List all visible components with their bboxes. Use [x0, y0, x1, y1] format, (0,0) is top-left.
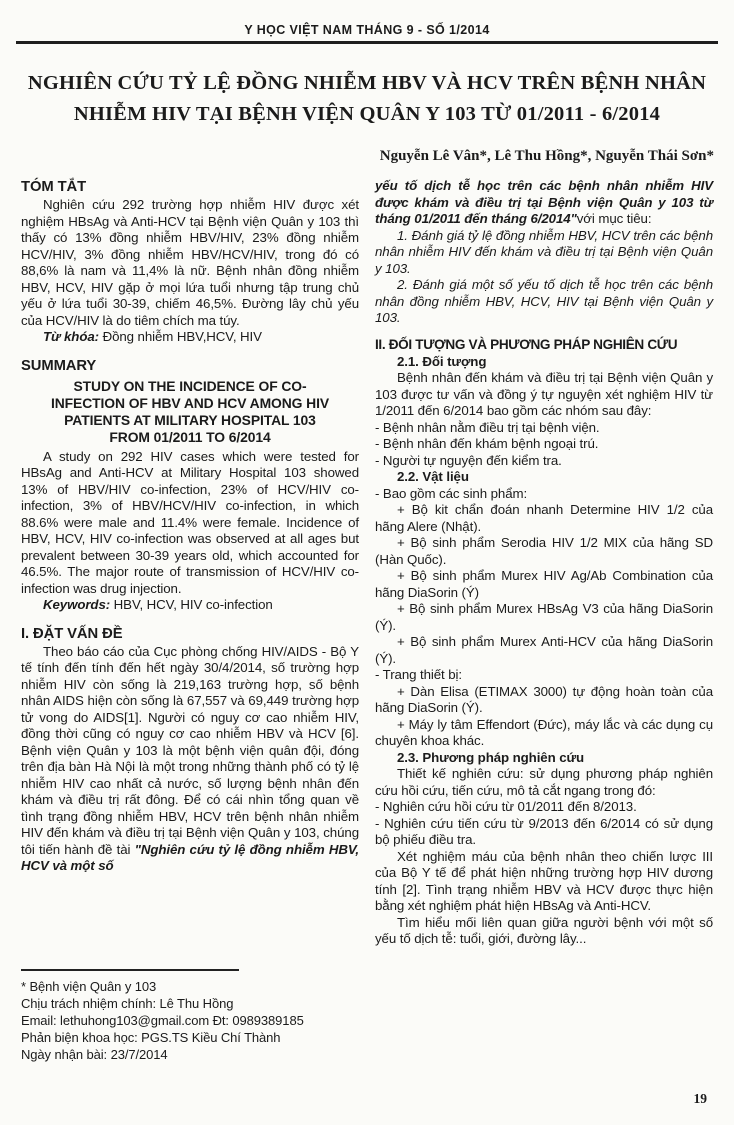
objective-2: 2. Đánh giá một số yếu tố dịch tễ học trên các bệnh nhân đồng nhiễm HBV, HCV, HIV tại Bệnh viện Quân y 103. [375, 277, 713, 325]
abstract-heading: TÓM TẮT [21, 179, 87, 195]
methods-s22-intro: - Bao gồm các sinh phẩm: [375, 485, 528, 501]
footnote-received-date: Ngày nhận bài: 23/7/2014 [21, 1047, 168, 1062]
summary-title-line: FROM 01/2011 TO 6/2014 [109, 428, 271, 445]
methods-s21-heading: 2.1. Đối tượng [397, 353, 487, 369]
methods-s21-body: Bệnh nhân đến khám và điều trị tại Bệnh viện Quân y 103 được tư vấn và đồng ý tự nguyện xét nghiệm HIV từ 1/2011 đến 6/2014 bao gồm các nhóm sau đây: [375, 370, 713, 418]
left-column [21, 178, 359, 1067]
article-title [24, 68, 710, 130]
introduction-study-title-quote: "Nghiên cứu tỷ lệ đồng nhiễm HBV, HCV và một số [21, 841, 359, 873]
summary-title-line: INFECTION OF HBV AND HCV AMONG HIV [50, 394, 329, 411]
methods-heading: II. ĐỐI TƯỢNG VÀ PHƯƠNG PHÁP NGHIÊN CỨU [375, 336, 678, 352]
summary-title [21, 378, 359, 446]
header-divider [16, 41, 718, 44]
introduction-body [21, 644, 359, 875]
summary-body: A study on 292 HIV cases which were tested for HBsAg and Anti-HCV at Military Hospital 103 showed 13% of HBV/HIV co-infection, 23% of HCV/HIV co-infection, 3% of HBV/HCV/HIV co-infection, in which 88.6% were male and 11.4% were female. Incidence of HBV, HCV, HIV co-infection was observed at all ages but prevalent between 30-39 years old, which accounted for 46.5%. The major route of transmission of HCV/HIV co-infection was drug injection. [21, 448, 359, 596]
page-number: 19 [693, 1091, 707, 1106]
equipment-item: + Máy ly tâm Effendort (Đức), máy lắc và các dụng cụ chuyên khoa khác. [375, 716, 713, 748]
summary-title-line: STUDY ON THE INCIDENCE OF CO- [73, 377, 307, 394]
methods-s23-item: - Nghiên cứu hồi cứu từ 01/2011 đến 8/2013. [375, 799, 637, 814]
methods-s21-item: - Người tự nguyện đến kiểm tra. [375, 452, 562, 468]
footnote [21, 969, 359, 1067]
methods-s22-equipment-label: - Trang thiết bị: [375, 667, 462, 682]
summary-keywords-value: HBV, HCV, HIV co-infection [110, 597, 273, 612]
right-column [375, 178, 713, 1067]
footnote-responsible: Chịu trách nhiệm chính: Lê Thu Hồng [21, 996, 234, 1011]
summary-keywords [21, 597, 359, 614]
abstract-keywords-label: Từ khóa: [43, 329, 99, 344]
introduction-heading: I. ĐẶT VẤN ĐỀ [21, 625, 123, 642]
article-title-line2: NHIỄM HIV TẠI BỆNH VIỆN QUÂN Y 103 TỪ 01/2011 - 6/2014 [73, 103, 661, 125]
reagent-item: + Bộ sinh phẩm Serodia HIV 1/2 MIX của hãng SD (Hàn Quốc). [375, 535, 713, 567]
continuation-quote: yếu tố dịch tễ học trên các bệnh nhân nhiễm HIV được khám và điều trị tại Bệnh viện Quân y 103 từ tháng 01/2011 đến tháng 6/2014" [375, 178, 713, 226]
continuation-rest: với mục tiêu: [576, 211, 652, 226]
methods-s23-heading: 2.3. Phương pháp nghiên cứu [397, 749, 585, 765]
methods-s21-item: - Bệnh nhân đến khám bệnh ngoại trú. [375, 436, 599, 451]
abstract-keywords-value: Đồng nhiễm HBV,HCV, HIV [98, 329, 262, 344]
introduction-text: Theo báo cáo của Cục phòng chống HIV/AIDS - Bộ Y tế tính đến tính đến hết ngày 30/4/2014, số trường hợp nhiễm HIV còn sống là 219,163 trường hợp, số bệnh nhân AIDS hiện còn sống là 67,557 và 69,449 trường hợp tử vong do AIDS[1]. Người có nguy cơ cao nhiễm HIV, đồng thời cũng có nguy cơ cao nhiễm HBV và HCV [6]. Bệnh viện Quân y 103 là một bệnh viện quân đội, đóng trên địa bàn Hà Nội là một trong những thành phố có tỷ lệ nhiễm HIV cao nhất cả nước, số lượng bệnh nhân đến khám và điều trị rất đông. Để có cái nhìn tổng quan về tình trạng đồng nhiễm HBV, HCV trên bệnh nhân nhiễm HIV đến khám và điều trị tại Bệnh viện Quân y 103, chúng tôi tiến hành đề tài [21, 643, 359, 857]
summary-heading: SUMMARY [21, 357, 97, 374]
objective-1: 1. Đánh giá tỷ lệ đồng nhiễm HBV, HCV trên các bệnh nhân nhiễm HIV đến khám và điều trị tại Bệnh viện Quân y 103. [375, 227, 713, 276]
reagent-item: + Bộ sinh phẩm Murex HBsAg V3 của hãng DiaSorin (Ý). [375, 601, 713, 633]
footnote-affiliation: * Bệnh viện Quân y 103 [21, 979, 157, 994]
article-title-line1: NGHIÊN CỨU TỶ LỆ ĐỒNG NHIỄM HBV VÀ HCV TRÊN BỆNH NHÂN [27, 72, 707, 94]
authors: Nguyễn Lê Vân*, Lê Thu Hồng*, Nguyễn Thái Sơn* [379, 148, 714, 164]
footnote-divider [21, 969, 239, 971]
methods-s23-factors: Tìm hiểu mối liên quan giữa người bệnh với một số yếu tố dịch tễ: tuổi, giới, đường lây... [375, 914, 713, 946]
reagent-item: + Bộ kit chẩn đoán nhanh Determine HIV 1/2 của hãng Alere (Nhật). [375, 502, 713, 534]
methods-s22-heading: 2.2. Vật liệu [397, 469, 469, 484]
continuation-paragraph [375, 178, 713, 228]
equipment-item: + Dàn Elisa (ETIMAX 3000) tự động hoàn toàn của hãng DiaSorin (Ý). [375, 683, 713, 715]
methods-s21-item: - Bệnh nhân nằm điều trị tại bệnh viện. [375, 419, 600, 435]
methods-s23-testing: Xét nghiệm máu của bệnh nhân theo chiến lược III của Bộ Y tế để phát hiện những trường hợp HIV dương tính [2]. Tình trạng nhiễm HBV và HCV được thực hiện bằng xét nghiệm phát hiện HBsAg và Anti-HCV. [375, 848, 713, 913]
footnote-reviewer: Phản biện khoa học: PGS.TS Kiều Chí Thành [21, 1030, 281, 1045]
abstract-keywords [21, 329, 359, 346]
footnote-contact: Email: lethuhong103@gmail.com Đt: 0989389185 [21, 1013, 304, 1028]
methods-s23-item: - Nghiên cứu tiến cứu từ 9/2013 đến 6/2014 có sử dụng bộ phiếu điều tra. [375, 815, 713, 847]
reagent-item: + Bộ sinh phẩm Murex HIV Ag/Ab Combination của hãng DiaSorin (Ý) [375, 568, 713, 600]
summary-title-line: PATIENTS AT MILITARY HOSPITAL 103 [64, 411, 316, 428]
abstract-body: Nghiên cứu 292 trường hợp nhiễm HIV được xét nghiệm HBsAg và Anti-HCV tại Bệnh viện Quân y 103 thì thấy có 13% đồng nhiễm HBV/HIV, 23% đồng nhiễm HCV/HIV, 3% đồng nhiễm HBV/HCV/HIV, trong đó có 88,6% là nam và 11,4% là nữ. Bệnh nhân đồng nhiễm HBV, HCV, HIV gặp ở mọi lứa tuổi nhưng tập trung chủ yếu ở lứa tuổi 30-39, chiếm 46,5%. Đường lây chủ yếu của HCV/HIV là do tiêm chích ma túy. [21, 197, 359, 328]
reagent-item: + Bộ sinh phẩm Murex Anti-HCV của hãng DiaSorin (Ý). [375, 634, 713, 666]
journal-header: Y HỌC VIỆT NAM THÁNG 9 - SỐ 1/2014 [244, 23, 490, 37]
summary-keywords-label: Keywords: [43, 597, 111, 612]
two-column-body [0, 165, 734, 1067]
methods-s23-design: Thiết kế nghiên cứu: sử dụng phương pháp nghiên cứu hồi cứu, tiến cứu, mô tả cắt ngang trong đó: [375, 766, 713, 798]
